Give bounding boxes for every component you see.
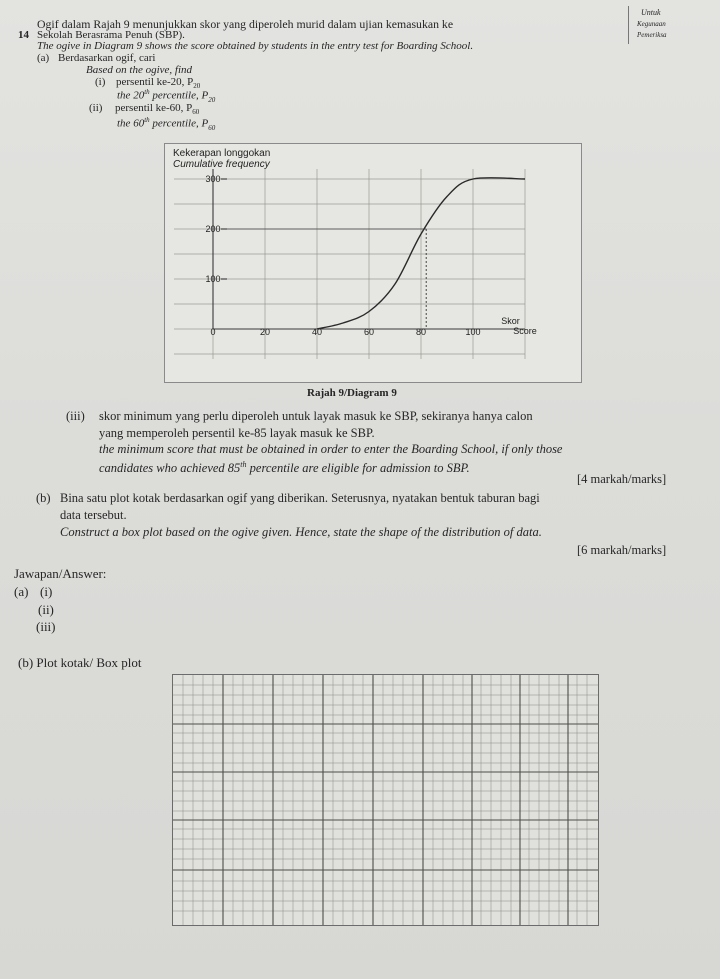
part-a-i-en-sub: 20 [208,95,216,104]
chart-caption: Rajah 9/Diagram 9 [307,387,397,399]
part-a-iii-ms-2: yang memperoleh persentil ke-85 layak masuk ke SBP. [99,426,375,440]
part-a-i-en-sup: th [144,88,150,96]
part-b-label: (b) [36,491,51,505]
x-tick-label: 20 [259,327,271,337]
part-b-marks: [6 markah/marks] [577,543,667,557]
question-text-ms-1: Ogif dalam Rajah 9 menunjukkan skor yang diperoleh murid dalam ujian kemasukan ke [37,17,454,31]
part-a-i-ms-text: persentil ke-20, P [116,76,194,88]
part-b-ms-2: data tersebut. [60,508,127,522]
box-plot-answer-grid[interactable] [172,674,599,926]
y-axis-label-en: Cumulative frequency [173,159,270,170]
answer-a-iii: (iii) [36,619,56,634]
part-a-ii-ms-text: persentil ke-60, P [115,102,193,114]
part-a-ii-en-b: percentile, P [149,117,209,130]
part-b-en: Construct a box plot based on the ogive given. Hence, state the shape of the distribution of data. [60,525,542,539]
part-a-i-en-a: the 20 [117,89,145,102]
grid-minor-lines [173,675,598,925]
part-a-ii-en-a: the 60 [117,117,145,130]
part-a-iii-marks: [4 markah/marks] [577,472,667,486]
question-text-ms-2: Sekolah Berasrama Penuh (SBP). [37,29,185,41]
part-a-i-en-b: percentile, P [149,89,209,102]
part-a-iii-en-2 [99,460,470,476]
answer-a-ii: (ii) [38,602,54,617]
part-a-i-ms-sub: 20 [193,82,201,91]
part-a-iii-en-1: the minimum score that must be obtained in order to enter the Boarding School, if only those [99,442,563,456]
part-a-en: Based on the ogive, find [86,64,193,76]
x-tick-label: 40 [311,327,323,337]
box-plot-grid-svg [173,675,598,925]
part-a-iii-en-2a: candidates who achieved 85 [99,461,241,476]
part-a-ii-en-sup: th [144,116,150,124]
y-axis-label-ms: Kekerapan longgokan [173,148,271,159]
x-tick-label: 60 [363,327,375,337]
part-a-ii-en-sub: 60 [208,123,216,132]
question-text-en: The ogive in Diagram 9 shows the score obtained by students in the entry test for Boarding School. [37,40,474,52]
answer-b-label: (b) Plot kotak/ Box plot [18,655,142,670]
x-axis-label-en: Score [513,326,537,336]
ogive-chart [164,143,582,383]
part-a-iii-ms-1: skor minimum yang perlu diperoleh untuk layak masuk ke SBP, sekiranya hanya calon [99,409,533,423]
answer-heading: Jawapan/Answer: [14,566,107,581]
answer-a-label: (a) [14,584,29,599]
x-tick-label: 0 [210,327,216,337]
part-a-ii-ms [115,102,199,116]
part-a-iii-label: (iii) [66,409,85,423]
part-a-ii-ms-sub: 60 [192,108,200,117]
question-number: 14 [18,29,29,41]
part-b-ms-1: Bina satu plot kotak berdasarkan ogif yang diberikan. Seterusnya, nyatakan bentuk taburan bagi [60,491,540,505]
x-tick-label: 100 [465,327,481,337]
y-tick-label: 100 [205,274,221,284]
ogive-svg [165,144,581,382]
grid-major-lines [173,675,598,925]
margin-divider [628,6,629,44]
margin-label-pemeriksa: Pemeriksa [637,31,667,39]
margin-label-untuk: Untuk [641,8,661,17]
answer-a-i: (i) [40,584,53,599]
part-a-ii-label: (ii) [89,102,103,114]
part-a-ms: Berdasarkan ogif, cari [58,52,156,64]
part-a-i-label: (i) [95,76,106,88]
part-a-label: (a) [37,52,50,64]
x-axis-label-ms: Skor [501,316,520,326]
y-tick-label: 200 [205,224,221,234]
part-a-iii-en-2-sup: th [240,460,247,469]
y-tick-label: 300 [205,174,221,184]
margin-label-kegunaan: Kegunaan [637,20,666,28]
x-tick-label: 80 [415,327,427,337]
part-a-iii-en-2b: percentile are eligible for admission to SBP. [246,461,470,476]
part-a-ii-en [117,116,215,132]
